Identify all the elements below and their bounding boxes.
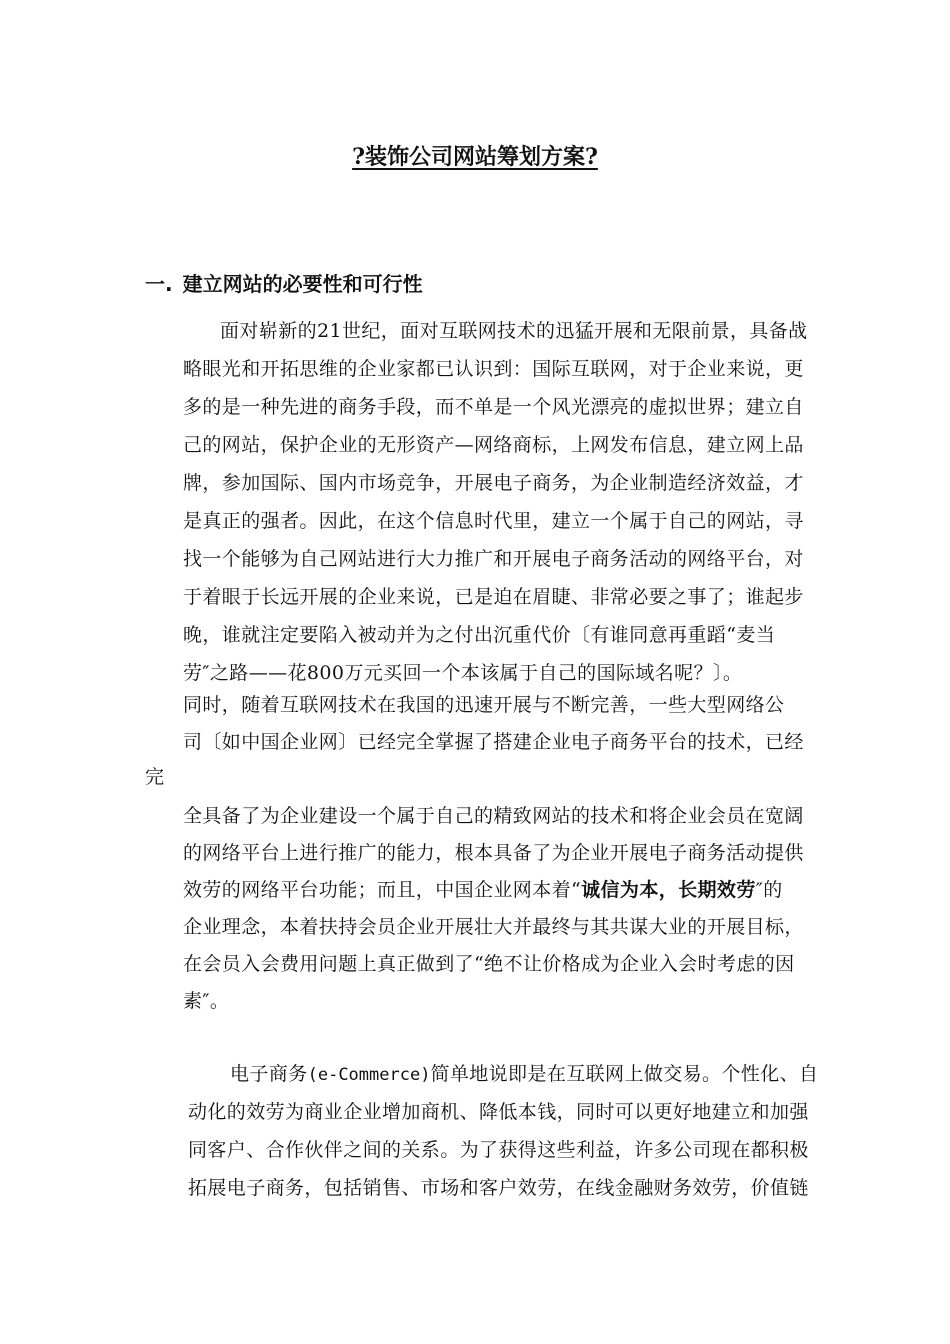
para1-line-2: 略眼光和开拓思维的企业家都已认识到：国际互联网，对于企业来说，更 — [183, 358, 804, 380]
para3-line-1-after: 简单地说即是在互联网上做交易。个性化、自 — [430, 1063, 819, 1085]
para1-line-3: 多的是一种先进的商务手段，而不单是一个风光漂亮的虚拟世界；建立自 — [183, 396, 804, 418]
para3-line-3: 同客户、合作伙伴之间的关系。为了获得这些利益，许多公司现在都积极 — [188, 1139, 809, 1161]
para1-line-10: 劳″之路——花800万元买回一个本该属于自己的国际域名呢？〕。 — [183, 662, 743, 684]
para1-line-4: 己的网站，保护企业的无形资产—网络商标，上网发布信息，建立网上品 — [183, 434, 804, 456]
para2-line-9: 素″。 — [183, 990, 230, 1012]
para1-line-5: 牌，参加国际、国内市场竞争，开展电子商务，为企业制造经济效益，才 — [183, 472, 804, 494]
para3-line-2: 动化的效劳为商业企业增加商机、降低本钱，同时可以更好地建立和加强 — [188, 1101, 809, 1123]
para1-line-8: 于着眼于长远开展的企业来说，已是迫在眉睫、非常必要之事了；谁起步 — [183, 586, 804, 608]
motto-bold: 诚信为本，长期效劳 — [581, 879, 756, 901]
section-heading-text: 建立网站的必要性和可行性 — [182, 272, 423, 296]
para1-line-9: 晚，谁就注定要陷入被动并为之付出沉重代价〔有谁同意再重蹈“麦当 — [183, 624, 776, 646]
para2-line-6-after: ″的 — [755, 879, 783, 901]
para3-line-1 — [230, 1062, 818, 1087]
para2-line-6 — [183, 878, 783, 902]
para2-line-7: 企业理念，本着扶持会员企业开展壮大并最终与其共谋大业的开展目标， — [183, 916, 804, 938]
para2-line-4: 全具备了为企业建设一个属于自己的精致网站的技术和将企业会员在宽阔 — [183, 805, 804, 827]
para2-line-2: 司〔如中国企业网〕已经完全掌握了搭建企业电子商务平台的技术，已经 — [183, 731, 804, 753]
para3-line-4: 拓展电子商务，包括销售、市场和客户效劳，在线金融财务效劳，价值链 — [188, 1177, 809, 1199]
para2-line-6-before: 效劳的网络平台功能；而且，中国企业网本着“ — [183, 879, 582, 901]
para3-line-1-before: 电子商务 — [230, 1063, 308, 1085]
para1-line-1: 面对崭新的21世纪，面对互联网技术的迅猛开展和无限前景，具备战 — [220, 320, 808, 342]
para1-line-6: 是真正的强者。因此，在这个信息时代里，建立一个属于自己的网站，寻 — [183, 510, 804, 532]
para1-line-7: 找一个能够为自己网站进行大力推广和开展电子商务活动的网络平台，对 — [183, 548, 804, 570]
para2-line-1: 同时，随着互联网技术在我国的迅速开展与不断完善，一些大型网络公 — [183, 694, 785, 716]
para3-line-1-mono: (e-Commerce) — [307, 1065, 431, 1085]
para2-line-5: 的网络平台上进行推广的能力，根本具备了为企业开展电子商务活动提供 — [183, 842, 804, 864]
section-heading — [145, 268, 423, 297]
para2-line-3: 完 — [145, 766, 165, 788]
document-title: ?装饰公司网站筹划方案? — [352, 144, 598, 170]
para2-line-8: 在会员入会费用问题上真正做到了“绝不让价格成为企业入会时考虑的因 — [183, 953, 795, 975]
section-number: 一. — [145, 272, 173, 296]
